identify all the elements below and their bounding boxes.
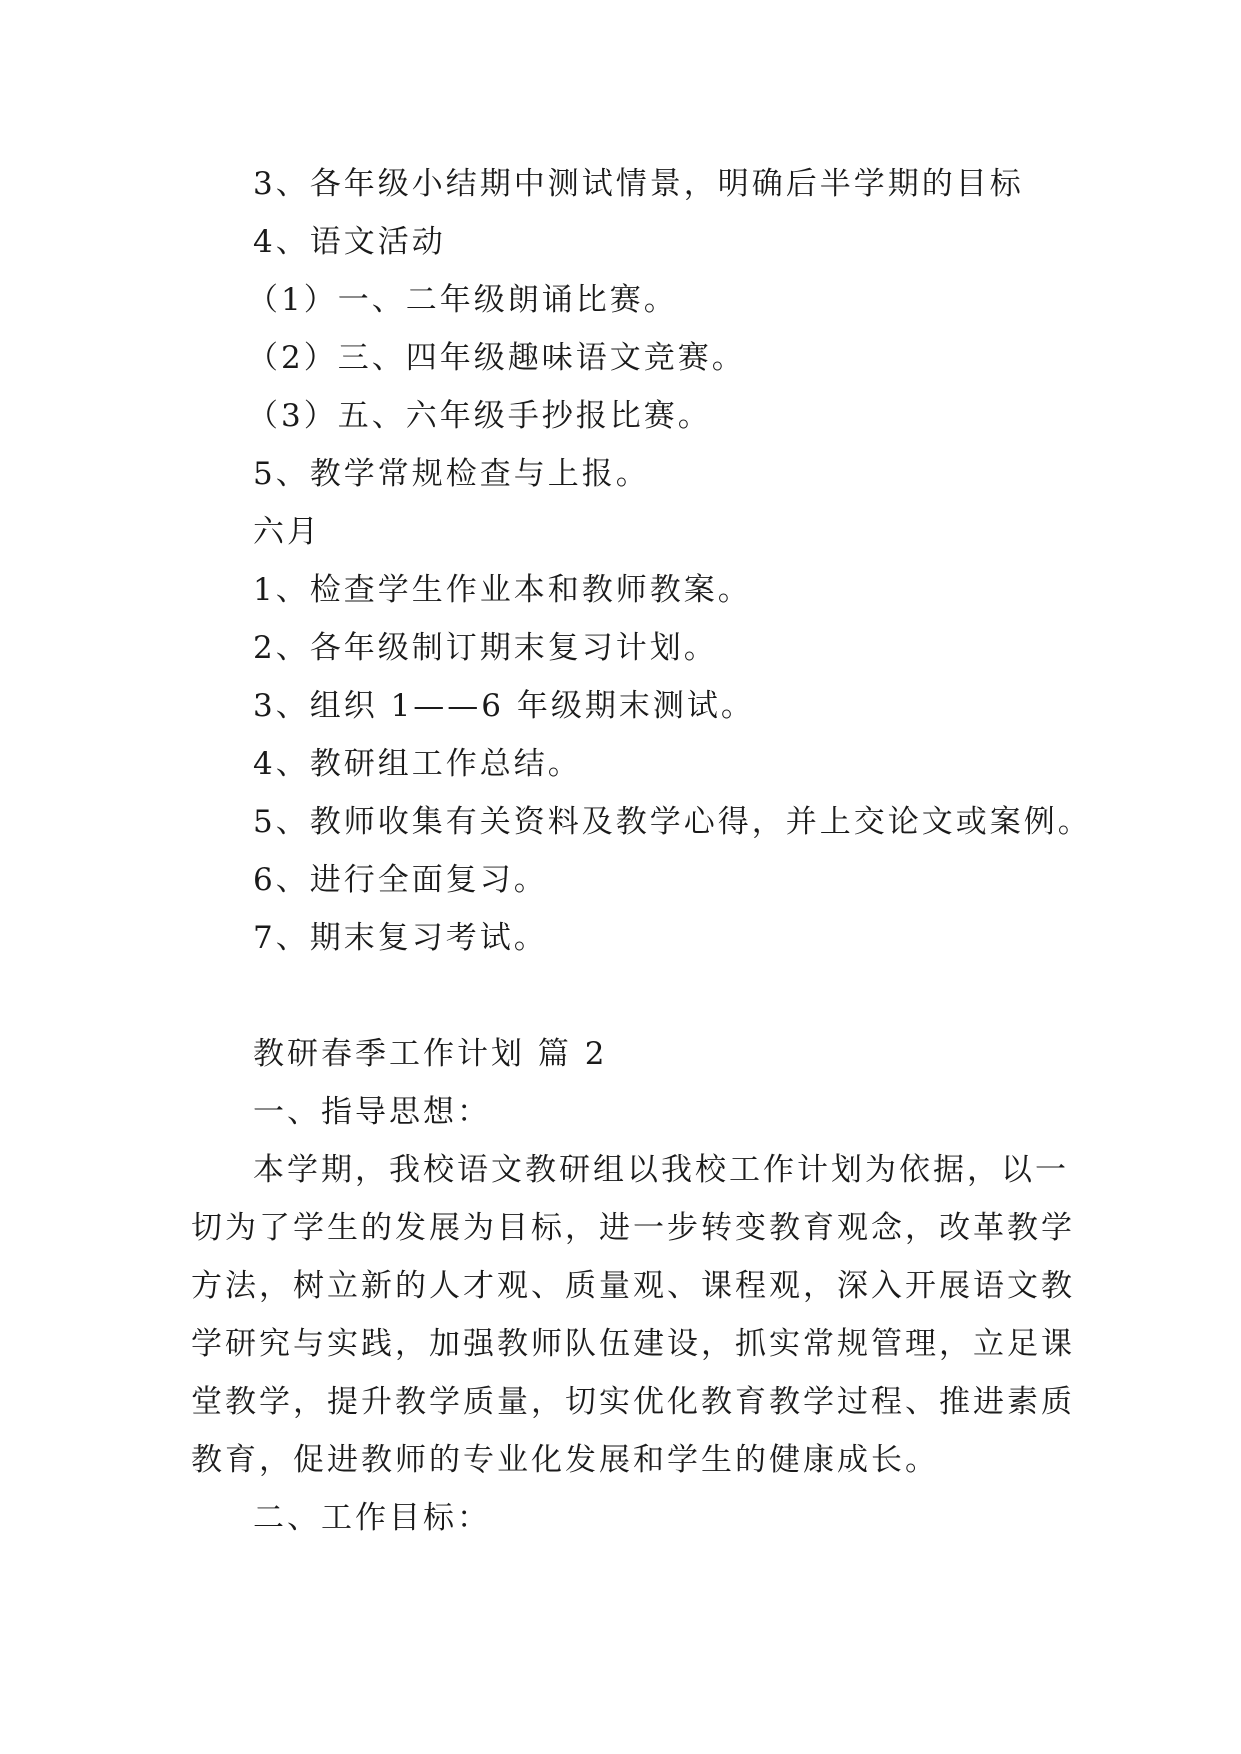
text-line: 1、检查学生作业本和教师教案。 bbox=[253, 572, 752, 608]
text-line: 4、教研组工作总结。 bbox=[253, 746, 582, 782]
paragraph-line: 方法，树立新的人才观、质量观、课程观，深入开展语文教 bbox=[191, 1268, 1075, 1304]
section-heading: 六月 bbox=[253, 514, 321, 550]
text-line: 5、教师收集有关资料及教学心得，并上交论文或案例。 bbox=[253, 804, 1092, 840]
text-line: （3）五、六年级手抄报比赛。 bbox=[247, 398, 712, 434]
paragraph-line: 学研究与实践，加强教师队伍建设，抓实常规管理，立足课 bbox=[191, 1326, 1075, 1362]
text-line: 5、教学常规检查与上报。 bbox=[253, 456, 650, 492]
section-heading: 二、工作目标： bbox=[253, 1500, 491, 1536]
text-line: 3、各年级小结期中测试情景，明确后半学期的目标 bbox=[253, 166, 1024, 202]
paragraph-line: 堂教学，提升教学质量，切实优化教育教学过程、推进素质 bbox=[191, 1384, 1075, 1420]
text-line: 2、各年级制订期末复习计划。 bbox=[253, 630, 718, 666]
section-title: 教研春季工作计划 篇 2 bbox=[253, 1036, 608, 1072]
text-line: 4、语文活动 bbox=[253, 224, 446, 260]
text-line: （2）三、四年级趣味语文竞赛。 bbox=[247, 340, 746, 376]
text-line: （1）一、二年级朗诵比赛。 bbox=[247, 282, 678, 318]
section-heading: 一、指导思想： bbox=[253, 1094, 491, 1130]
text-line: 7、期末复习考试。 bbox=[253, 920, 548, 956]
paragraph-line: 本学期，我校语文教研组以我校工作计划为依据，以一 bbox=[253, 1152, 1069, 1188]
paragraph-line: 教育，促进教师的专业化发展和学生的健康成长。 bbox=[191, 1442, 939, 1478]
paragraph-line: 切为了学生的发展为目标，进一步转变教育观念，改革教学 bbox=[191, 1210, 1075, 1246]
text-line: 3、组织 1——6 年级期末测试。 bbox=[253, 688, 755, 724]
text-line: 6、进行全面复习。 bbox=[253, 862, 548, 898]
